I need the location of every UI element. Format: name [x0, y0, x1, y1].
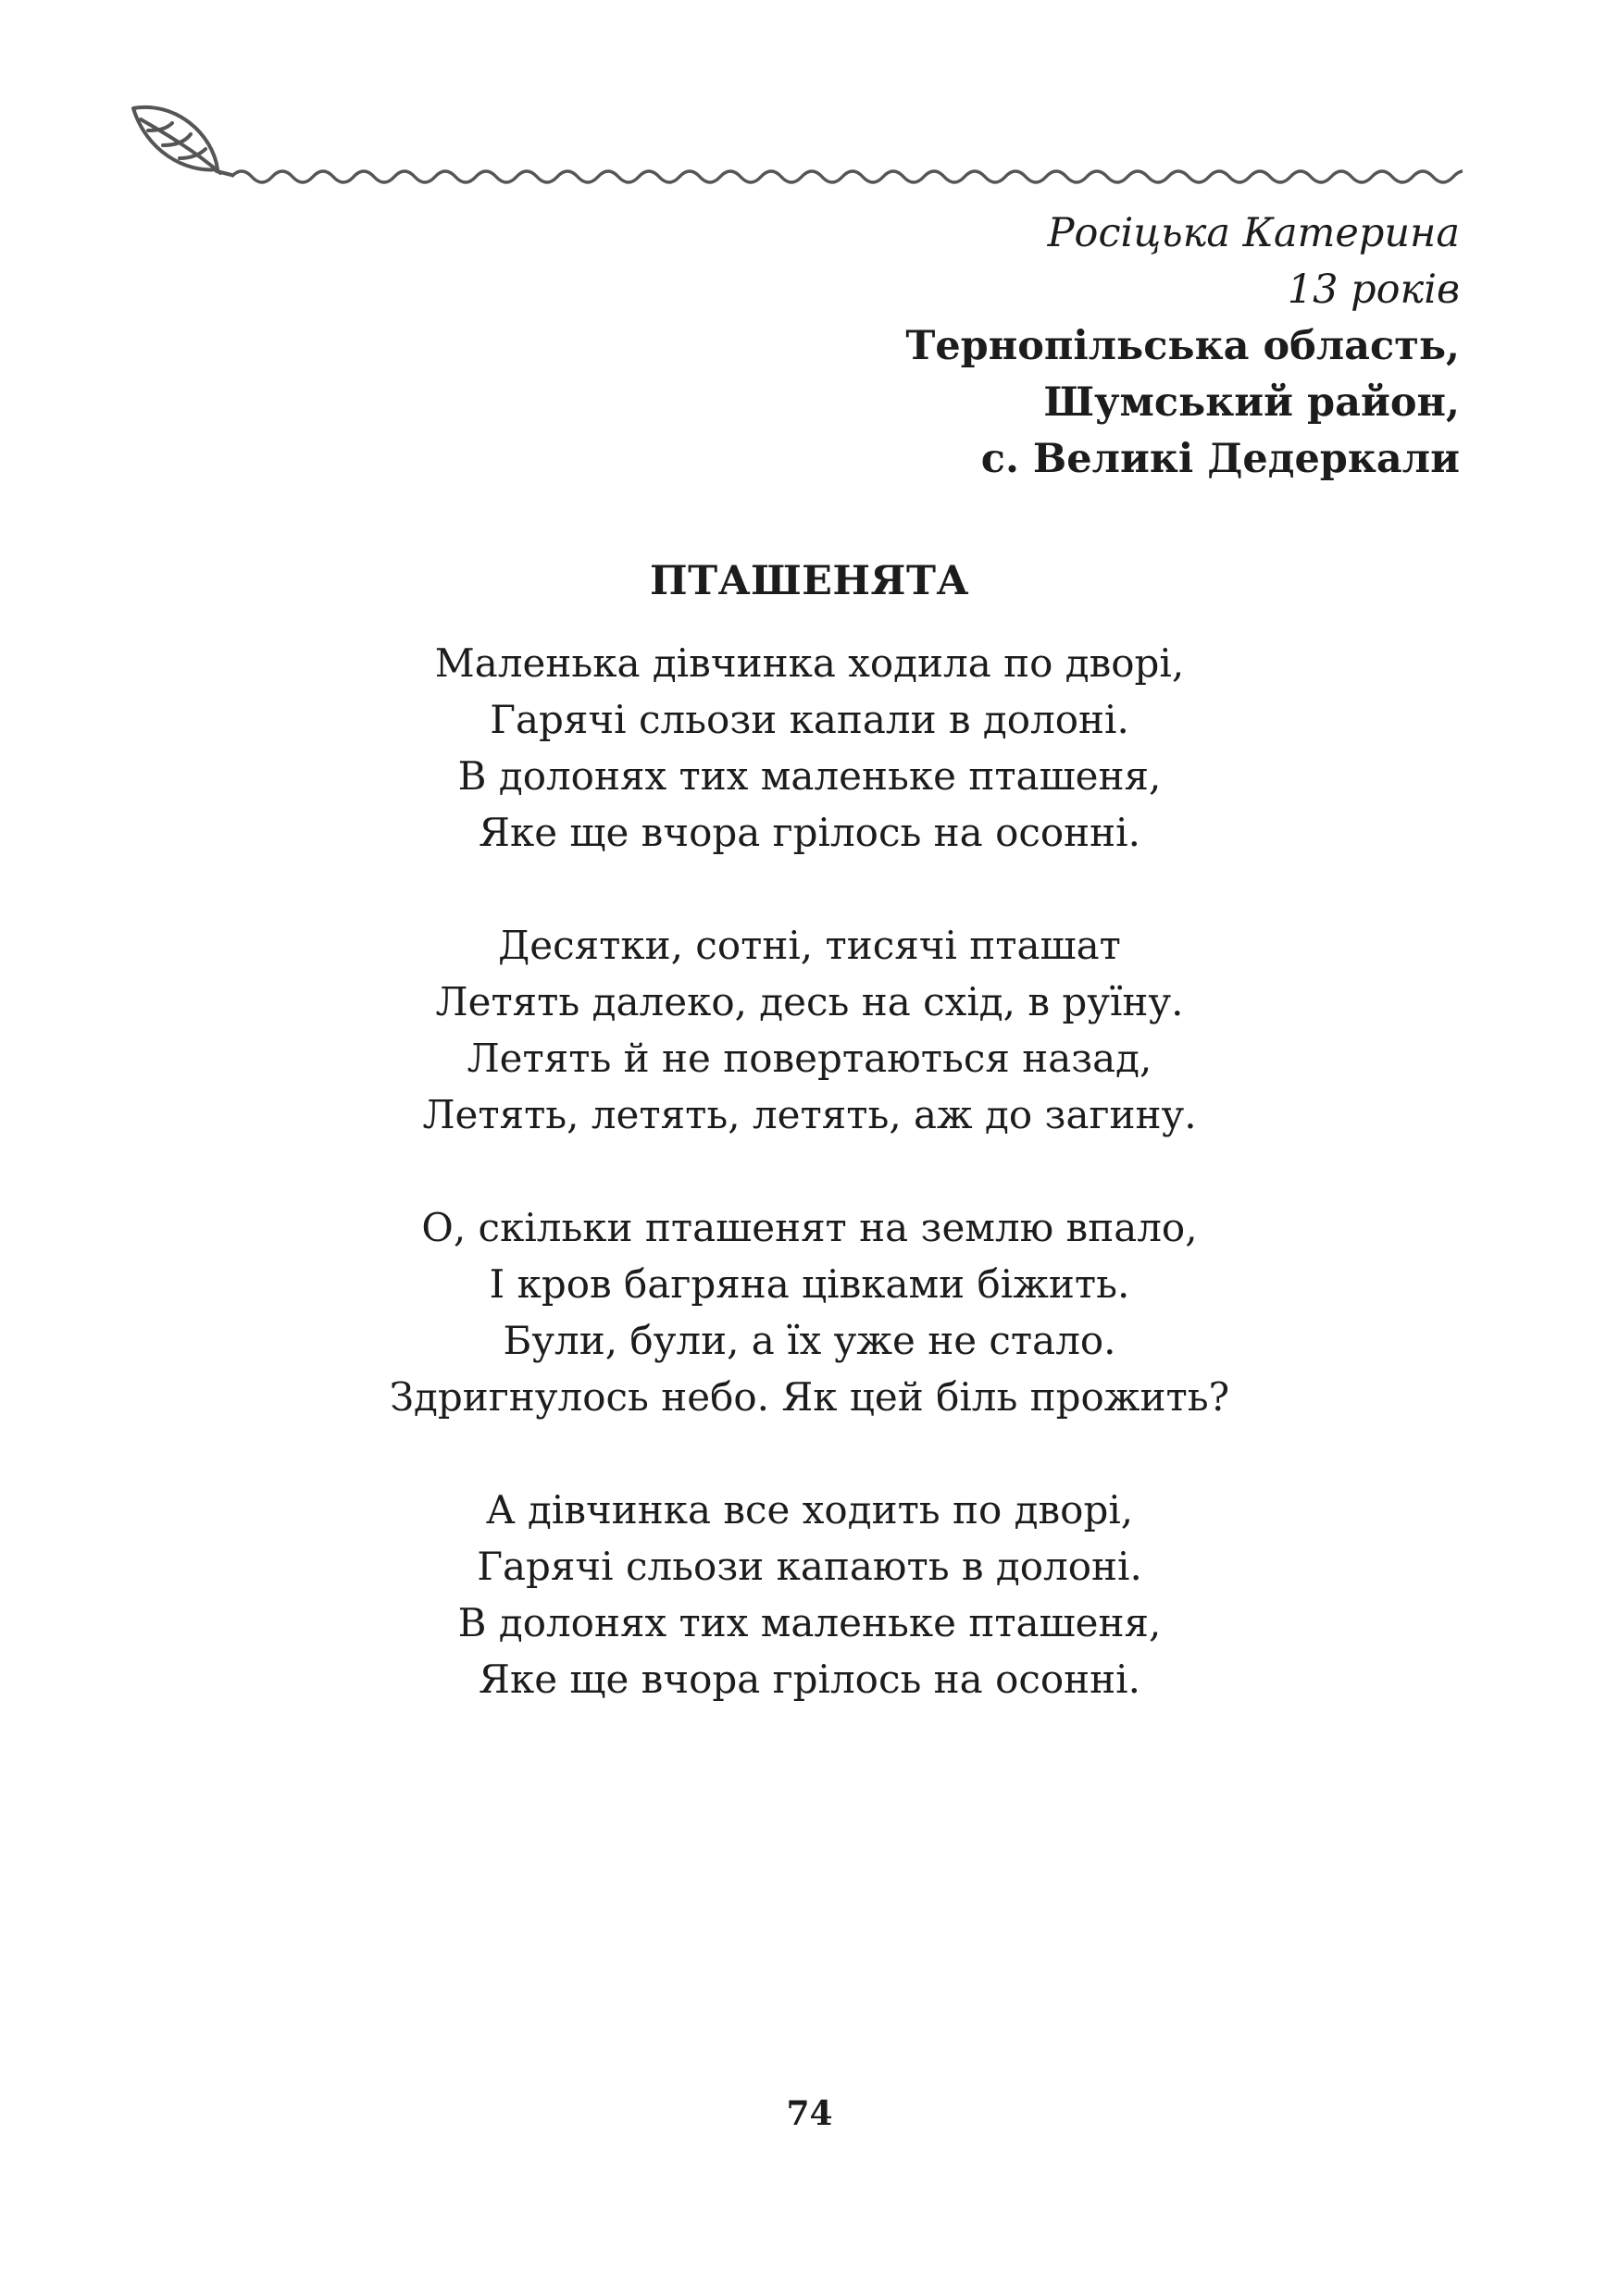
stanza-1	[0, 635, 1619, 861]
author-block	[627, 205, 1460, 488]
author-region: Тернопільська область,	[905, 323, 1460, 369]
verse-line: В долонях тих маленьке пташеня,	[457, 1600, 1162, 1645]
poem-body	[0, 635, 1619, 1764]
verse-line: Яке ще вчора грілось на осонні.	[479, 810, 1140, 855]
poem-title: ПТАШЕНЯТА	[650, 558, 969, 604]
verse-line: Гарячі сльози капали в долоні.	[490, 697, 1129, 742]
verse-line: Десятки, сотні, тисячі пташат	[498, 923, 1121, 968]
verse-line: Гарячі сльози капають в долоні.	[477, 1544, 1142, 1589]
stanza-2	[0, 917, 1619, 1143]
page-number: 74	[786, 2094, 833, 2133]
verse-line: Були, були, а їх уже не стало.	[503, 1318, 1116, 1363]
verse-line: О, скільки пташенят на землю впало,	[421, 1205, 1198, 1250]
author-name: Росіцька Катерина	[1047, 210, 1460, 256]
verse-line: Летять далеко, десь на схід, в руїну.	[435, 979, 1184, 1024]
wavy-line-divider	[231, 171, 1463, 182]
author-age: 13 років	[1287, 267, 1460, 313]
verse-line: Летять й не повертаються назад,	[467, 1036, 1152, 1081]
header-ornament	[120, 97, 1463, 199]
verse-line: Здригнулось небо. Як цей біль прожить?	[389, 1374, 1230, 1420]
stanza-4	[0, 1482, 1619, 1707]
leaf-icon	[133, 107, 231, 175]
verse-line: Маленька дівчинка ходила по дворі,	[434, 640, 1185, 686]
verse-line: В долонях тих маленьке пташеня,	[457, 753, 1162, 799]
author-village: с. Великі Дедеркали	[980, 436, 1460, 482]
verse-line: Летять, летять, летять, аж до загину.	[422, 1092, 1197, 1137]
verse-line: А дівчинка все ходить по дворі,	[485, 1487, 1134, 1533]
author-district: Шумський район,	[1043, 379, 1460, 426]
stanza-3	[0, 1199, 1619, 1425]
verse-line: І кров багряна цівками біжить.	[489, 1261, 1130, 1307]
verse-line: Яке ще вчора грілось на осонні.	[479, 1657, 1140, 1702]
